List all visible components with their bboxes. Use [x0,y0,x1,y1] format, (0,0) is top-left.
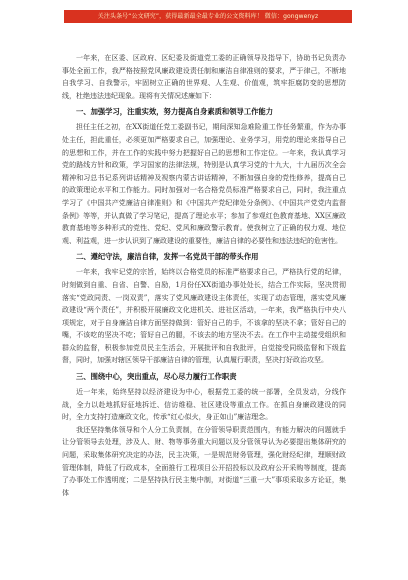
duties-paragraph-1: 近一年来，始终坚持以经济建设为中心，根据党工委的统一部署，全员发动，分线作战，全力以赴地抓好征地拆迁、信访维稳、社区建设等重点工作。在抓自身廉政建设的同时，全力支持打造廉政文化，传承“红心似火，身正如山”廉洁理念。 [62,388,346,422]
section-heading-duties: 三、围绕中心，突出重点，尽心尽力履行工作职责 [76,372,237,382]
duties-paragraph-2: 我还坚持集体领导和个人分工负责制，在分管领导职责范围内，有能力解决的问题就手让分管领导去处理，涉及人、财、物等事务重大问题以及分管领导认为必要提出集体研究的问题，采取集体研究决定的办法，民主决策，一是规范财务管理，强化财经纪律，理顺财政管理体制，降低了行政成本，全面推行工程项目公开招投标以及政府公开采购等制度，提高了办事处工作透明度；二是坚持执行民主集中制，对街道“三重一大”事项采取多方论证，集体 [62,425,346,497]
header-banner[interactable]: 关注头条号“公文研究”，获得最新最全最专业的公文资料库！ 微信：gongwenyz [64,10,352,23]
study-paragraph: 担任主任之初，在XX街道任党工委副书记，期间深知急难险重工作任务繁重，作为办事处主任，担此重任，必须更加严格要求自己，加强理论、业务学习，用党的理论来指导自己的思想和工作，并在工作的实践中努力把握好自己的思想和工作定位。一年来，我认真学习党的路线方针和政策，学习国家的法律法规，特别是认真学习党的十九大，十九届历次全会精神和习总书记系列讲话精神及视察内蒙古讲话精神，不断加强自身的党性修养，提高自己的政策理论水平和工作能力。同时加强对一名合格党员标准严格要求自己，同时，我注重点学习了《中国共产党廉洁自律准则》和《中国共产党纪律处分条例》、《中国共产党党内监督条例》等等，并认真做了学习笔记，提高了理论水平；参加了参观红色教育基地、XX区廉政教育基地等多种形式的党性、党纪、党风和廉政警示教育。使我树立了正确的权力观、地位观、利益观，进一步认识到了廉政建设的重要性，廉洁自律的必要性和违法违纪的危害性。 [62,123,346,245]
intro-paragraph: 一年来，在区委、区政府、区纪委及街道党工委的正确领导及指导下，协助书记负责办事处全面工作，我严格按照党风廉政建设责任制和廉洁自律准则的要求，严于律己，不断地自我学习、自我警示，牢固树立正确的世界观、人生观、价值观，筑牢拒腐防变的思想防线，杜绝违法违纪现象。现将有关情况述廉如下： [62,54,346,100]
document-body [62,52,346,499]
section-heading-discipline: 二、遵纪守法，廉洁自律，发挥一名党员干部的带头作用 [76,252,259,262]
discipline-paragraph: 一年来，我牢记党的宗旨，始终以合格党员的标准严格要求自己，严格执行党的纪律，时刻做到自重、自省、自警、自励，1月份任XX街道办事处处长，结合工作实际，坚决贯彻落实“党政同责、一岗双责”，落实了党风廉政建设主体责任，实现了动态管理，落实党风廉政建设“两个责任”，并积极开展廉政文化进机关、进社区活动，一年来，我严格执行中央八项规定，对于自身廉洁自律方面坚持做到：管好自己的手，不该拿的坚决不拿；管好自己的嘴，不该吃的坚决不吃；管好自己的腿，不该去的地方坚决不去。在工作中主动接受组织和群众的监督，积极参加党员民主生活会，开展批评和自我批评，自觉接受同级监督和下级监督，同时，加强对辖区领导干部廉洁自律的管理，认真履行职责，坚决打好政治攻坚。 [62,268,346,365]
section-heading-study: 一、加强学习，注重实效，努力提高自身素质和领导工作能力 [76,107,274,117]
